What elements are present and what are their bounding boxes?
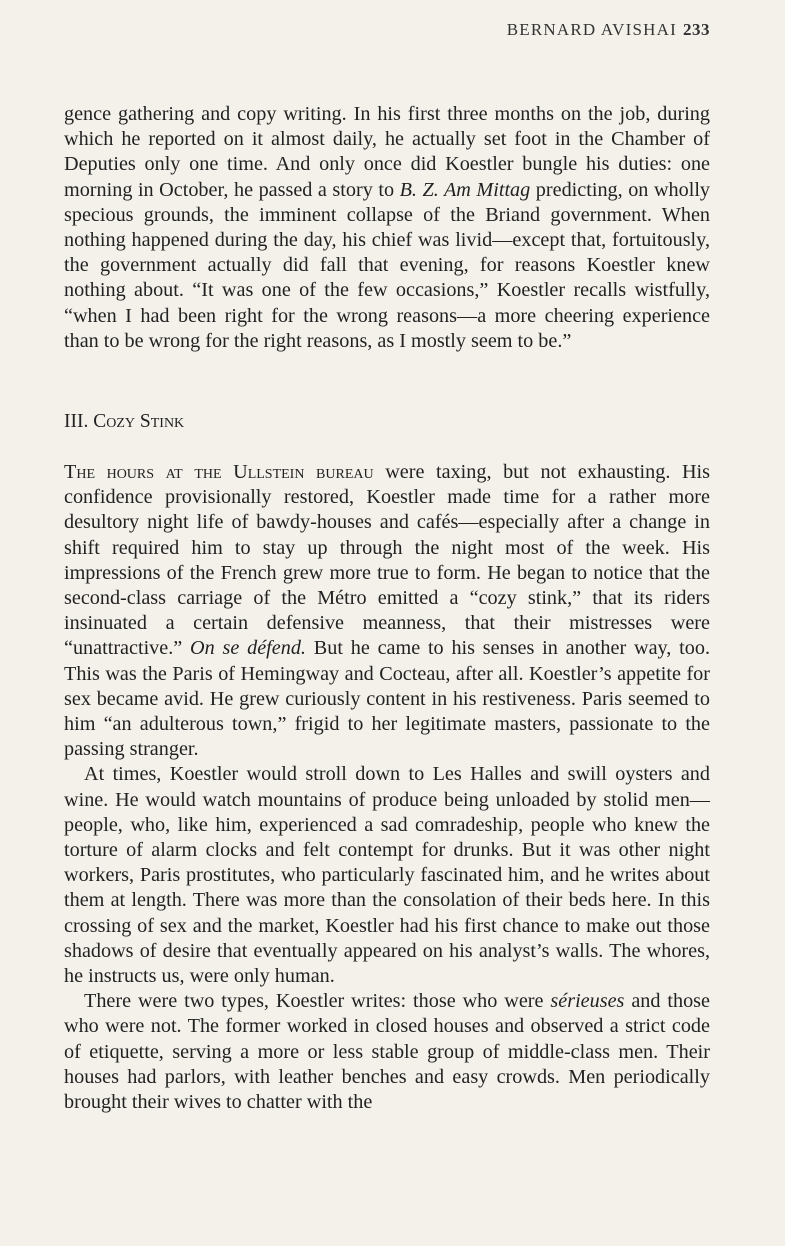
paragraph-1 [64,102,710,354]
paragraph-1-text-b: predicting, on wholly specious grounds, the imminent collapse of the Briand government. When nothing happened during the day, his chief was livid—except that, fortuitously, the government actually did fall that evening, for reasons Koestler knew nothing about. “It was one of the few occasions,” Koestler recalls wistfully, “when I had been right for the wrong reasons—a more cheering experience than to be wrong for the right reasons, as I mostly seem to be.” [64,178,711,352]
paragraph-4 [64,989,710,1115]
paragraph-4-italic: sérieuses [550,990,625,1013]
page-number: 233 [683,20,710,39]
section-heading [64,411,184,433]
paragraph-2-italic: On se défend. [190,637,306,660]
paragraph-4-text-a: There were two types, Koestler writes: those who were [84,990,551,1013]
paragraph-1-text-a: gence gathering and copy writing. In his first three months on the job, during which he reported on it almost daily, he actually set foot in the Chamber of Deputies only one time. And only once did Koestler bungle his duties: one morning in October, he passed a story to [64,103,710,201]
body-text-bottom [64,460,710,1115]
paragraph-3-text: At times, Koestler would stroll down to Les Halles and swill oysters and wine. He would watch mountains of produce being unloaded by stolid men—people, who, like him, experienced a sad comradeship, people who knew the torture of alarm clocks and felt contempt for drunks. But it was other night workers, Paris prostitutes, who particularly fascinated him, and he writes about them at length. There was more than the consolation of their beds here. In this crossing of sex and the market, Koestler had his first chance to make out those shadows of desire that eventually appeared on his analyst’s walls. The whores, he instructs us, were only human. [64,763,710,988]
section-numeral: III. [64,411,89,432]
body-text-top [64,102,710,354]
paragraph-2 [64,460,710,762]
paragraph-4-text-b: and those who were not. The former worked in closed houses and observed a strict code of etiquette, serving a more or less stable group of middle-class men. Their houses had parlors, with leather benches and easy crowds. Men periodically brought their wives to chatter with the [64,990,710,1114]
running-header [470,20,710,40]
running-title: BERNARD AVISHAI [506,20,677,39]
newspaper-title: B. Z. Am Mittag [399,178,531,201]
paragraph-2-text-a: were taxing, but not exhausting. His confidence provisionally restored, Koestler made time for a rather more desultory night life of bawdy-houses and cafés—especially after a change in shift required him to stay up through the night most of the week. His impressions of the French grew more true to form. He began to notice that the second-class carriage of the Métro emitted a “cozy stink,” that its riders insinuated a certain defensive meanness, that their mistresses were “unattractive.” [64,461,710,660]
paragraph-2-lead-in: The hours at the Ullstein bureau [64,461,374,483]
paragraph-3 [64,762,710,989]
paragraph-2-text-b: But he came to his senses in another way, too. This was the Paris of Hemingway and Cocteau, after all. Koestler’s appetite for sex became avid. He grew curiously content in his restiveness. Paris seemed to him “an adulterous town,” frigid to her legitimate masters, passionate to the passing stranger. [64,637,710,761]
section-title: Cozy Stink [93,411,185,432]
